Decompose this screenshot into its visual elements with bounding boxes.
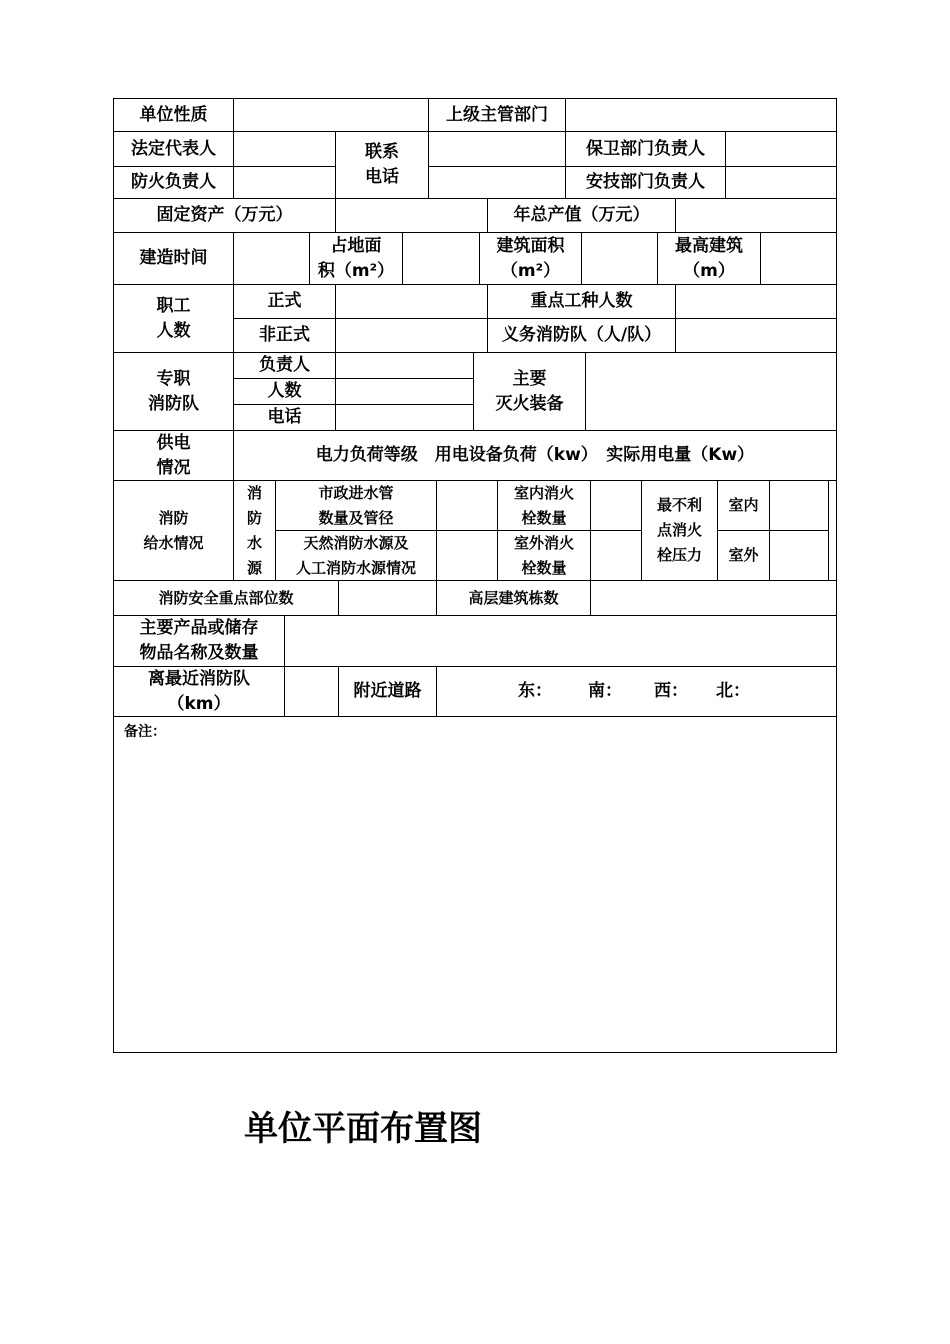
label-main-products-line2: 物品名称及数量	[139, 643, 259, 663]
label-floor-area	[480, 233, 581, 284]
field-key-parts-count[interactable]	[339, 581, 436, 615]
field-main-products[interactable]	[285, 616, 836, 666]
label-team-phone: 电话	[267, 407, 302, 427]
label-fire-water-source-char: 消	[246, 483, 262, 502]
label-fire-water-supply-line1: 消防	[158, 508, 189, 527]
field-pressure-indoor[interactable]	[770, 481, 828, 530]
label-natural-water-source-line1: 天然消防水源及	[303, 533, 409, 552]
cell-divider	[436, 666, 437, 717]
label-tallest-building-line1: 最高建筑	[675, 235, 743, 256]
field-build-time[interactable]	[234, 233, 309, 284]
label-staff-count-line2: 人数	[156, 320, 191, 341]
field-safety-tech-head[interactable]	[726, 167, 836, 198]
label-pro-fire-team	[114, 353, 233, 430]
field-municipal-pipe[interactable]	[437, 481, 497, 530]
label-safety-tech-head: 安技部门负责人	[586, 172, 705, 192]
label-pro-fire-team-line2: 消防队	[148, 393, 199, 414]
label-indoor-hydrant-count-line1: 室内消火	[513, 483, 574, 502]
label-staff-count	[114, 285, 233, 352]
label-land-area-line1: 占地面	[330, 235, 382, 256]
field-tallest-building[interactable]	[761, 233, 836, 284]
field-unit-nature[interactable]	[234, 99, 428, 131]
label-fire-water-supply-line2: 给水情况	[143, 533, 204, 552]
label-contact-phone-line1: 联系	[365, 142, 399, 162]
label-power-supply	[114, 431, 233, 480]
label-contact-phone-line2: 电话	[365, 167, 399, 187]
label-contact-phone	[336, 132, 428, 198]
label-fire-water-source-char: 源	[246, 558, 262, 577]
power-supply-content[interactable]: 电力负荷等级 用电设备负荷（kw） 实际用电量（Kw）	[315, 445, 755, 465]
label-worst-point-pressure-line: 点消火	[656, 521, 702, 539]
label-pro-fire-team-line1: 专职	[156, 368, 191, 389]
field-highrise-count[interactable]	[591, 581, 836, 615]
label-nearby-roads: 附近道路	[353, 681, 422, 701]
label-fire-water-source	[234, 481, 275, 580]
field-remarks[interactable]	[124, 745, 824, 1045]
label-annual-output: 年总产值（万元）	[513, 205, 650, 225]
label-worst-point-pressure-line: 栓压力	[656, 546, 702, 564]
label-key-parts-count: 消防安全重点部位数	[158, 588, 294, 607]
label-remarks: 备注：	[124, 724, 166, 740]
label-outdoor-hydrant-count	[498, 531, 590, 580]
label-floor-area-line1: 建筑面积	[496, 235, 565, 256]
label-power-supply-line1: 供电	[156, 432, 191, 453]
field-legal-representative[interactable]	[234, 132, 335, 166]
field-team-leader[interactable]	[336, 353, 473, 378]
field-floor-area[interactable]	[582, 233, 657, 284]
field-formal[interactable]	[336, 285, 487, 318]
field-volunteer-team[interactable]	[676, 319, 836, 352]
label-fire-water-supply	[114, 481, 233, 580]
label-indoor-hydrant-count	[498, 481, 590, 530]
label-volunteer-team: 义务消防队（人/队）	[501, 325, 662, 345]
label-unit-nature: 单位性质	[139, 104, 208, 125]
label-main-equipment-line1: 主要	[512, 368, 547, 389]
field-land-area[interactable]	[403, 233, 479, 284]
label-fire-water-source-char: 水	[246, 533, 262, 552]
label-nearest-fire-station-line2: （km）	[167, 693, 231, 714]
page-heading: 单位平面布置图	[244, 1109, 482, 1149]
label-formal: 正式	[267, 291, 302, 311]
label-pressure-indoor: 室内	[728, 496, 759, 514]
field-annual-output[interactable]	[676, 199, 836, 232]
field-main-equipment[interactable]	[586, 353, 836, 430]
label-outdoor-hydrant-count-line1: 室外消火	[513, 533, 574, 552]
field-fixed-assets[interactable]	[336, 199, 487, 232]
label-power-supply-line2: 情况	[156, 457, 191, 478]
label-tallest-building	[658, 233, 760, 284]
field-fire-head[interactable]	[234, 167, 335, 198]
label-tallest-building-line2: （m）	[683, 260, 735, 281]
field-contact-phone[interactable]	[429, 132, 565, 166]
label-indoor-hydrant-count-line2: 栓数量	[521, 508, 567, 527]
label-outdoor-hydrant-count-line2: 栓数量	[521, 558, 567, 577]
label-land-area-line2: 积（m²）	[317, 260, 395, 281]
label-road-east[interactable]: 东：	[518, 681, 552, 701]
label-main-equipment-line2: 灭火装备	[495, 393, 564, 414]
field-pressure-outdoor[interactable]	[770, 531, 828, 580]
label-municipal-pipe-line2: 数量及管径	[318, 508, 394, 527]
label-land-area	[310, 233, 402, 284]
label-highrise-count: 高层建筑栋数	[468, 588, 559, 607]
label-build-time: 建造时间	[139, 248, 208, 268]
label-security-head: 保卫部门负责人	[586, 138, 705, 159]
field-nearest-fire-station[interactable]	[285, 667, 338, 716]
label-legal-representative: 法定代表人	[131, 138, 216, 159]
label-nearest-fire-station-line1: 离最近消防队	[148, 668, 250, 689]
label-worst-point-pressure-line: 最不利	[656, 496, 702, 514]
field-superior-dept[interactable]	[566, 99, 836, 131]
label-road-north[interactable]: 北：	[716, 681, 750, 701]
label-fire-head: 防火负责人	[131, 172, 216, 192]
field-outdoor-hydrant-count[interactable]	[591, 531, 641, 580]
field-security-head[interactable]	[726, 132, 836, 166]
label-main-products-line1: 主要产品或储存	[139, 618, 259, 638]
field-team-phone[interactable]	[336, 405, 473, 430]
label-municipal-pipe	[276, 481, 436, 530]
label-main-equipment	[474, 353, 585, 430]
label-fixed-assets: 固定资产（万元）	[156, 205, 293, 225]
label-municipal-pipe-line1: 市政进水管	[318, 483, 394, 502]
label-staff-count-line1: 职工	[156, 295, 191, 316]
label-main-products	[114, 616, 284, 666]
label-fire-water-source-char: 防	[246, 508, 262, 527]
label-natural-water-source-line2: 人工消防水源情况	[295, 558, 416, 577]
field-key-workers[interactable]	[676, 285, 836, 318]
label-floor-area-line2: （m²）	[500, 260, 561, 281]
label-natural-water-source	[276, 531, 436, 580]
field-indoor-hydrant-count[interactable]	[591, 481, 641, 530]
field-informal[interactable]	[336, 319, 487, 352]
cell-divider	[828, 480, 829, 581]
table-border-bottom	[113, 1052, 837, 1053]
label-pressure-outdoor: 室外	[728, 546, 759, 564]
label-team-leader: 负责人	[259, 355, 310, 375]
label-road-south[interactable]: 南：	[588, 681, 622, 701]
label-road-west[interactable]: 西：	[654, 681, 688, 701]
label-key-workers: 重点工种人数	[530, 291, 633, 311]
label-informal: 非正式	[259, 325, 310, 345]
label-superior-dept: 上级主管部门	[446, 104, 548, 125]
label-nearest-fire-station	[114, 667, 284, 716]
field-team-headcount[interactable]	[336, 379, 473, 404]
label-worst-point-pressure	[642, 481, 717, 580]
table-border-right	[836, 98, 837, 1053]
label-team-headcount: 人数	[267, 381, 302, 401]
field-natural-water-source[interactable]	[437, 531, 497, 580]
